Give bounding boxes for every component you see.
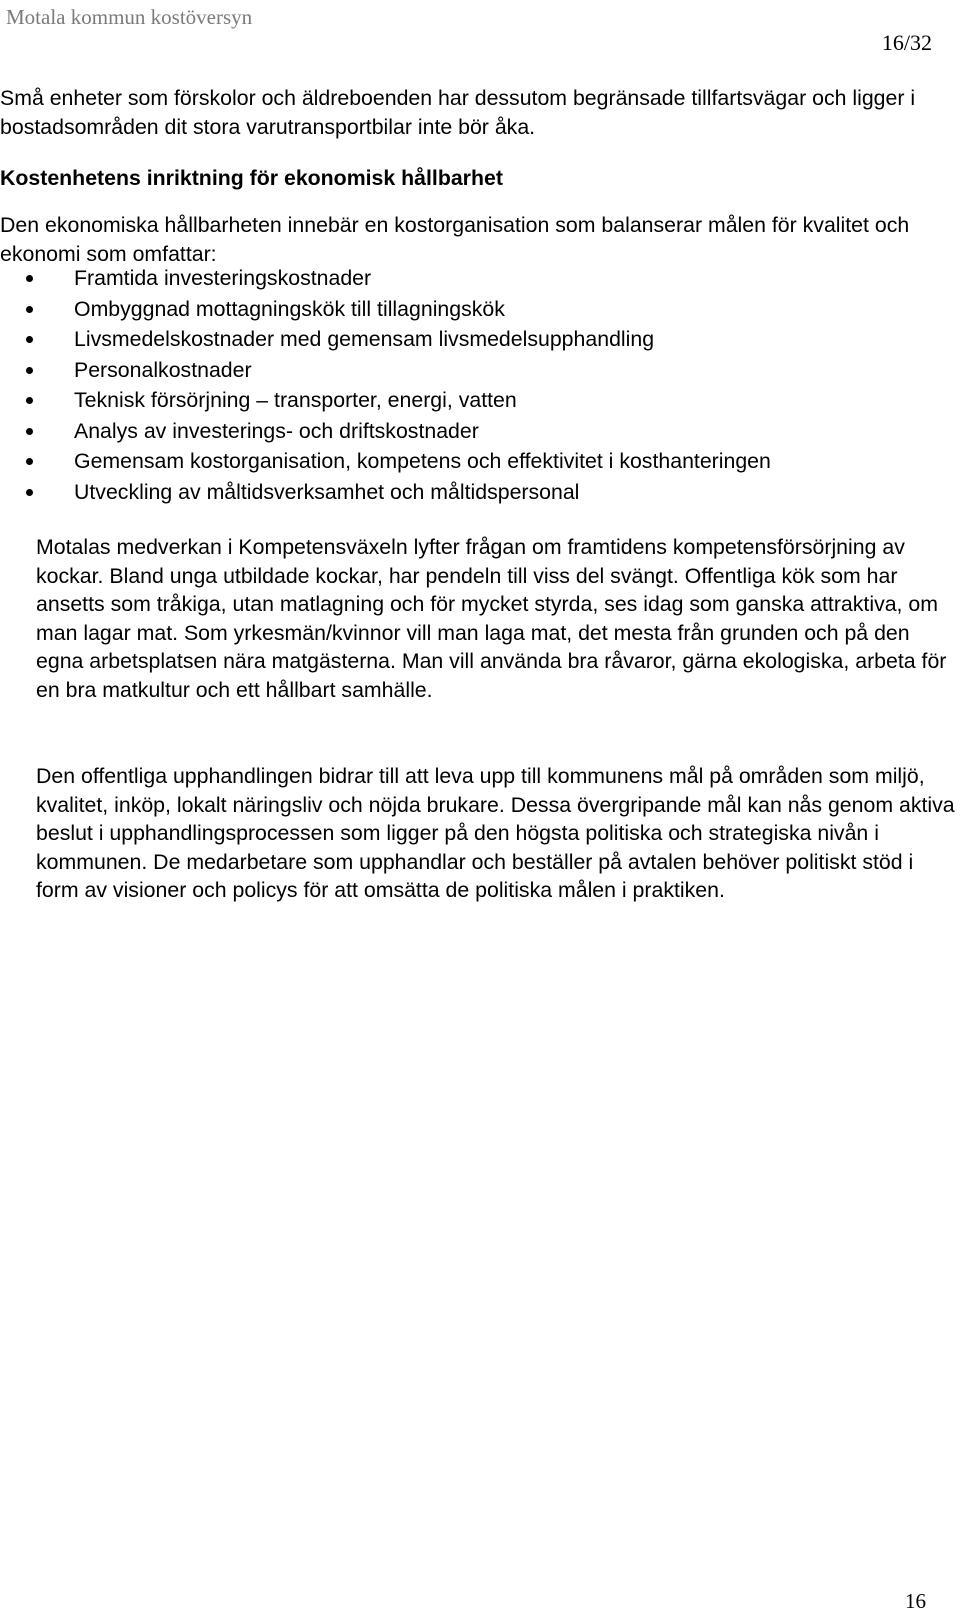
bullet-text: Analys av investerings- och driftskostnader: [74, 418, 479, 443]
bullet-text: Gemensam kostorganisation, kompetens och effektivitet i kosthanteringen: [74, 449, 771, 473]
bullet-icon: [26, 306, 33, 313]
bullet-item: [0, 264, 771, 295]
section-lead-paragraph: Den ekonomiska hållbarheten innebär en kostorganisation som balanserar målen för kvalitet och ekonomi som omfattar:: [0, 213, 910, 266]
footer-page-number: 16: [905, 1589, 926, 1613]
bullet-text: Livsmedelskostnader med gemensam livsmedelsupphandling: [74, 327, 655, 351]
bullet-item: [0, 447, 771, 478]
bullet-item: [0, 386, 771, 417]
bullet-icon: [26, 336, 33, 343]
bullet-list: [0, 264, 771, 508]
bullet-item: [0, 295, 771, 326]
document-header-title: Motala kommun kostöversyn: [6, 5, 253, 29]
bullet-icon: [26, 458, 33, 465]
bullet-text: Personalkostnader: [74, 357, 252, 382]
bullet-icon: [26, 428, 33, 435]
body-paragraph-competence: Motalas medverkan i Kompetensväxeln lyfter frågan om framtidens kompetensförsörjning av kockar. Bland unga utbildade kockar, har pendeln till viss del svängt. Offentliga kök som har ansetts som tråkiga, utan matlagning och för mycket styrda, ses idag som ganska attraktiva, om man lagar mat. Som yrkesmän/kvinnor vill man laga mat, det mesta från grunden och på den egna arbetsplatsen nära matgästerna. Man vill använda bra råvaror, gärna ekologiska, arbeta för en bra matkultur och ett hållbart samhälle.: [36, 535, 947, 702]
intro-paragraph: Små enheter som förskolor och äldreboenden har dessutom begränsade tillfartsvägar och ligger i bostadsområden dit stora varutransportbilar inte bör åka.: [0, 86, 916, 139]
bullet-text: Framtida investeringskostnader: [74, 266, 372, 290]
bullet-text: Utveckling av måltidsverksamhet och måltidspersonal: [74, 479, 580, 504]
bullet-item: [0, 478, 771, 509]
section-heading: Kostenhetens inriktning för ekonomisk hållbarhet: [0, 166, 503, 190]
bullet-item: [0, 325, 771, 356]
bullet-text: Teknisk försörjning – transporter, energi, vatten: [74, 388, 517, 412]
page-counter: 16/32: [881, 30, 932, 55]
bullet-item: [0, 417, 771, 448]
bullet-icon: [26, 489, 33, 496]
bullet-item: [0, 356, 771, 387]
bullet-icon: [26, 367, 33, 374]
bullet-text: Ombyggnad mottagningskök till tillagningskök: [74, 296, 505, 321]
bullet-icon: [26, 275, 33, 282]
body-paragraph-procurement: Den offentliga upphandlingen bidrar till att leva upp till kommunens mål på områden som miljö, kvalitet, inköp, lokalt näringsliv och nöjda brukare. Dessa övergripande mål kan nås genom aktiva beslut i upphandlingsprocessen som ligger på den högsta politiska och strategiska nivån i kommunen. De medarbetare som upphandlar och beställer på avtalen behöver politiskt stöd i form av visioner och policys för att omsätta de politiska målen i praktiken.: [36, 764, 955, 903]
bullet-icon: [26, 397, 33, 404]
